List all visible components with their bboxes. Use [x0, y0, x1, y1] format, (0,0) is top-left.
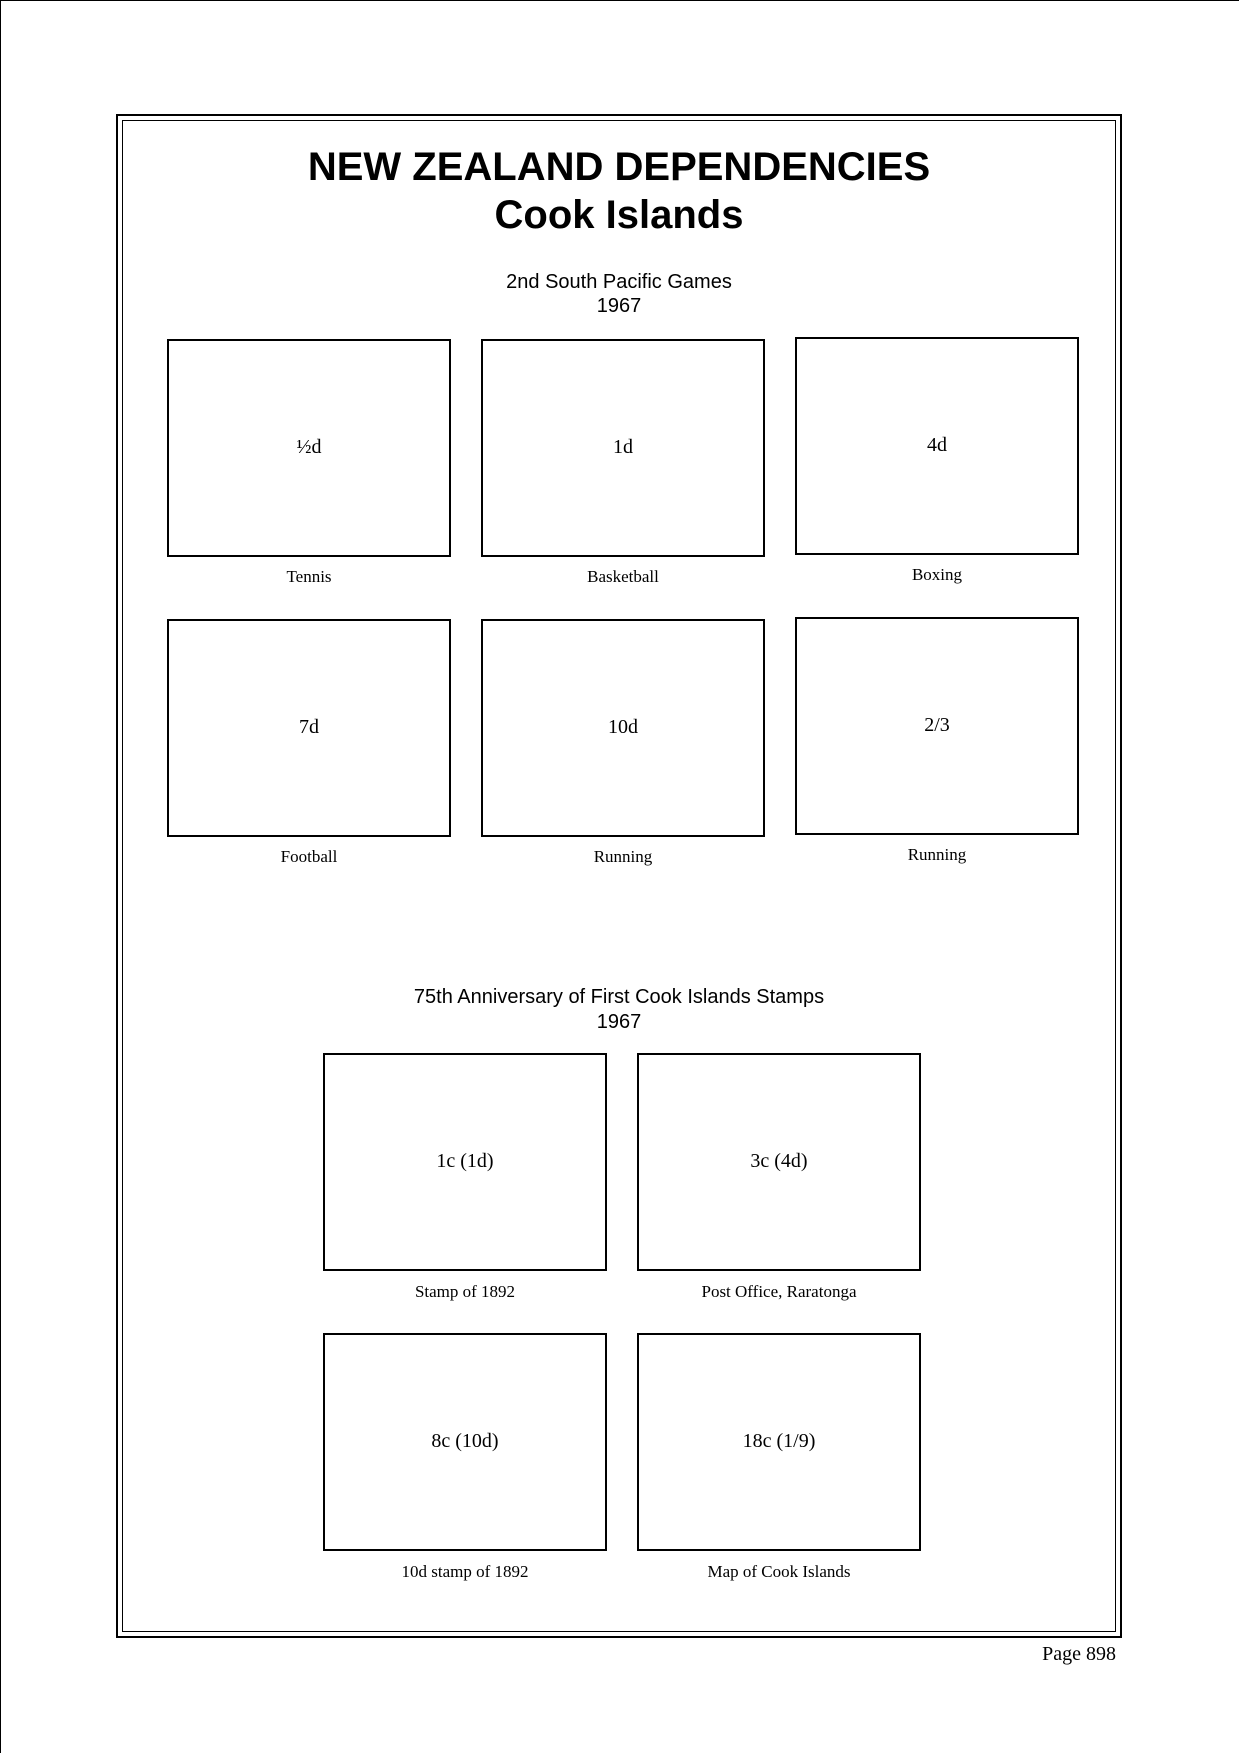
- stamp-caption: 10d stamp of 1892: [401, 1562, 529, 1581]
- stamp-caption: Map of Cook Islands: [707, 1562, 851, 1581]
- stamp-space: [481, 339, 765, 557]
- stamp-space: [167, 619, 451, 837]
- stamp-space: [481, 619, 765, 837]
- stamp-caption: Tennis: [286, 567, 332, 586]
- stamp-value: 1c (1d): [436, 1150, 494, 1172]
- stamp-value: 18c (1/9): [742, 1430, 816, 1452]
- stamp-caption: Running: [907, 845, 967, 864]
- stamp-caption: Basketball: [587, 567, 659, 586]
- stamp-space: [323, 1333, 607, 1551]
- section-year: 1967: [596, 295, 642, 317]
- stamp-caption: Football: [280, 847, 338, 866]
- stamp-space: [795, 617, 1079, 835]
- page-subtitle: Cook Islands: [494, 193, 744, 237]
- stamp-space: [167, 339, 451, 557]
- stamp-value: 8c (10d): [431, 1430, 499, 1452]
- stamp-value: 1d: [613, 436, 633, 458]
- stamp-value: 4d: [927, 434, 947, 456]
- section-year: 1967: [596, 1011, 642, 1033]
- stamp-value: 10d: [608, 716, 638, 738]
- stamp-caption: Stamp of 1892: [414, 1282, 516, 1301]
- stamp-space: [637, 1333, 921, 1551]
- stamp-space: [637, 1053, 921, 1271]
- stamp-caption: Post Office, Raratonga: [701, 1282, 857, 1301]
- page-title: NEW ZEALAND DEPENDENCIES: [307, 145, 931, 189]
- section-heading: 2nd South Pacific Games: [506, 271, 732, 293]
- stamp-value: ½d: [296, 436, 322, 458]
- stamp-caption: Running: [593, 847, 653, 866]
- stamp-space: [795, 337, 1079, 555]
- stamp-value: 2/3: [924, 714, 950, 736]
- stamp-space: [323, 1053, 607, 1271]
- stamp-caption: Boxing: [911, 565, 963, 584]
- stamp-value: 3c (4d): [750, 1150, 808, 1172]
- page-number: Page 898: [1042, 1643, 1116, 1665]
- stamp-value: 7d: [299, 716, 319, 738]
- section-heading: 75th Anniversary of First Cook Islands Stamps: [413, 986, 825, 1008]
